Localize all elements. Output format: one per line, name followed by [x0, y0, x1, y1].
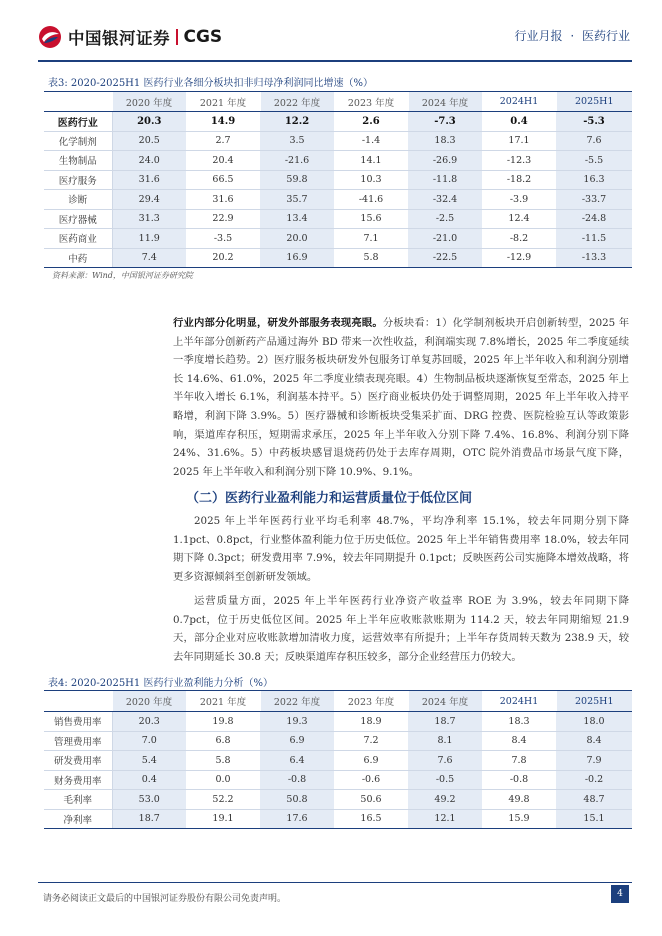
table-cell: 59.8 [260, 170, 334, 190]
table-cell: 15.6 [334, 209, 408, 229]
table-cell: 50.8 [260, 790, 334, 810]
table-cell: 16.5 [334, 809, 408, 829]
table-cell: 48.7 [556, 790, 632, 810]
table-cell: 16.3 [556, 170, 632, 190]
table-cell: 15.9 [482, 809, 556, 829]
column-header: 2020 年度 [112, 92, 186, 112]
table-cell: 18.3 [408, 131, 482, 151]
row-label: 管理费用率 [44, 731, 112, 751]
table-cell: 5.8 [334, 248, 408, 268]
table-row [44, 248, 632, 268]
table-cell: 11.9 [112, 229, 186, 249]
column-header: 2022 年度 [260, 92, 334, 112]
table-cell: 14.1 [334, 151, 408, 171]
table-cell: 15.1 [556, 809, 632, 829]
row-label: 诊断 [44, 190, 112, 210]
table-cell: -3.5 [186, 229, 260, 249]
row-label: 化学制剂 [44, 131, 112, 151]
table-cell: 22.9 [186, 209, 260, 229]
table4-profitability [44, 690, 632, 829]
table-cell: -0.6 [334, 770, 408, 790]
column-header: 2022 年度 [260, 691, 334, 712]
page-header [0, 0, 662, 60]
table-cell: 35.7 [260, 190, 334, 210]
row-label: 研发费用率 [44, 751, 112, 771]
table-cell: -18.2 [482, 170, 556, 190]
table-row [44, 712, 632, 732]
table-cell: -12.9 [482, 248, 556, 268]
table-cell: 17.6 [260, 809, 334, 829]
table4-header-row [44, 691, 632, 712]
paragraph-lead: 行业内部分化明显，研发外部服务表现亮眼。 [173, 317, 383, 329]
column-header: 2021 年度 [186, 92, 260, 112]
table-cell: 20.5 [112, 131, 186, 151]
column-header [44, 691, 112, 712]
column-header: 2024H1 [482, 92, 556, 112]
table-cell: -0.2 [556, 770, 632, 790]
table-cell: 2.7 [186, 131, 260, 151]
row-label: 财务费用率 [44, 770, 112, 790]
table-cell: -0.8 [482, 770, 556, 790]
table-cell: 6.8 [186, 731, 260, 751]
table-cell: 20.3 [112, 112, 186, 132]
table-cell: -0.5 [408, 770, 482, 790]
table-cell: 0.4 [112, 770, 186, 790]
table-cell: 49.8 [482, 790, 556, 810]
table-cell: -13.3 [556, 248, 632, 268]
paragraph-segment-analysis [173, 314, 629, 481]
table-cell: 8.4 [556, 731, 632, 751]
table-cell: 20.2 [186, 248, 260, 268]
table-row [44, 209, 632, 229]
table-cell: 8.4 [482, 731, 556, 751]
table3-profit-growth [44, 91, 632, 268]
table-cell: -3.9 [482, 190, 556, 210]
table-cell: 2.6 [334, 112, 408, 132]
company-logo [38, 23, 222, 51]
column-header: 2023 年度 [334, 92, 408, 112]
table-cell: 31.6 [112, 170, 186, 190]
table-cell: -33.7 [556, 190, 632, 210]
table-cell: 19.1 [186, 809, 260, 829]
table-cell: 12.2 [260, 112, 334, 132]
table-cell: 17.1 [482, 131, 556, 151]
row-label: 医疗服务 [44, 170, 112, 190]
table-cell: 0.0 [186, 770, 260, 790]
table-cell: 53.0 [112, 790, 186, 810]
row-label: 中药 [44, 248, 112, 268]
table-cell: -11.8 [408, 170, 482, 190]
table-cell: 7.6 [408, 751, 482, 771]
logo-chinese-name: 中国银河证券 [68, 29, 170, 48]
table-cell: 6.4 [260, 751, 334, 771]
table-row [44, 229, 632, 249]
column-header: 2023 年度 [334, 691, 408, 712]
page-number: 4 [611, 885, 629, 903]
table-cell: 18.0 [556, 712, 632, 732]
table-cell: -5.5 [556, 151, 632, 171]
table-cell: 29.4 [112, 190, 186, 210]
table-cell: -26.9 [408, 151, 482, 171]
table-cell: 52.2 [186, 790, 260, 810]
table-cell: -21.6 [260, 151, 334, 171]
table-cell: 10.3 [334, 170, 408, 190]
table-cell: -22.5 [408, 248, 482, 268]
table-cell: 18.9 [334, 712, 408, 732]
table-cell: -21.0 [408, 229, 482, 249]
table-row [44, 809, 632, 829]
column-header: 2021 年度 [186, 691, 260, 712]
table-cell: 12.4 [482, 209, 556, 229]
table-cell: 7.9 [556, 751, 632, 771]
table-cell: -1.4 [334, 131, 408, 151]
table-cell: 8.1 [408, 731, 482, 751]
paragraph-operating-quality: 运营质量方面，2025 年上半年医药行业净资产收益率 ROE 为 3.9%，较去年同期下降 0.7pct，位于历史低位区间。2025 年上半年应收账款账期为 114.2 天，较去年同期缩短 21.9 天，部分企业对应收账款增加清收力度，运营效率有所提升；上半年存货周转天数为 238.9 天，较去年同期延长 30.8 天；反映渠道库存积压较多，部分企业经营压力仍较大。 [173, 595, 629, 663]
table-row [44, 770, 632, 790]
industry-name: 医药行业 [581, 29, 630, 43]
table-row [44, 151, 632, 171]
table-cell: -41.6 [334, 190, 408, 210]
table-cell: 31.3 [112, 209, 186, 229]
column-header: 2025H1 [556, 92, 632, 112]
table-cell: 18.7 [112, 809, 186, 829]
table-row [44, 170, 632, 190]
table-cell: 14.9 [186, 112, 260, 132]
table-cell: 18.3 [482, 712, 556, 732]
column-header: 2024 年度 [408, 691, 482, 712]
table-row [44, 190, 632, 210]
table-cell: 50.6 [334, 790, 408, 810]
column-header: 2020 年度 [112, 691, 186, 712]
row-label: 生物制品 [44, 151, 112, 171]
table3-source: 资料来源：Wind，中国银河证券研究院 [52, 271, 193, 280]
table-cell: 7.6 [556, 131, 632, 151]
section-title: （二）医药行业盈利能力和运营质量位于低位区间 [186, 491, 473, 506]
table-cell: 12.1 [408, 809, 482, 829]
table-cell: -12.3 [482, 151, 556, 171]
row-label: 毛利率 [44, 790, 112, 810]
table-cell: 0.4 [482, 112, 556, 132]
table-cell: 19.3 [260, 712, 334, 732]
table-cell: 20.3 [112, 712, 186, 732]
table-cell: 20.4 [186, 151, 260, 171]
table-cell: 66.5 [186, 170, 260, 190]
table-cell: 24.0 [112, 151, 186, 171]
table-cell: 20.0 [260, 229, 334, 249]
logo-english-name: CGS [183, 27, 223, 47]
table-cell: -5.3 [556, 112, 632, 132]
table-cell: 7.2 [334, 731, 408, 751]
footer-disclaimer: 请务必阅读正文最后的中国银河证券股份有限公司免责声明。 [43, 894, 287, 904]
table-cell: 7.0 [112, 731, 186, 751]
table-cell: 3.5 [260, 131, 334, 151]
table-cell: 7.1 [334, 229, 408, 249]
table-cell: 7.8 [482, 751, 556, 771]
row-label: 净利率 [44, 809, 112, 829]
report-type: 行业月报 [514, 29, 563, 43]
table-row [44, 790, 632, 810]
column-header: 2025H1 [556, 691, 632, 712]
table-row [44, 131, 632, 151]
table-cell: 7.4 [112, 248, 186, 268]
row-label: 医疗器械 [44, 209, 112, 229]
table3-caption: 表3: 2020-2025H1 医药行业各细分板块扣非归母净利润同比增速（%） [48, 78, 373, 89]
table3-header-row [44, 92, 632, 112]
table-cell: -11.5 [556, 229, 632, 249]
table-cell: -24.8 [556, 209, 632, 229]
column-header [44, 92, 112, 112]
row-label: 销售费用率 [44, 712, 112, 732]
report-category [514, 27, 630, 44]
table-cell: -7.3 [408, 112, 482, 132]
table-cell: 13.4 [260, 209, 334, 229]
table-row [44, 751, 632, 771]
table-cell: -0.8 [260, 770, 334, 790]
column-header: 2024H1 [482, 691, 556, 712]
column-header: 2024 年度 [408, 92, 482, 112]
table-cell: 31.6 [186, 190, 260, 210]
table-cell: -8.2 [482, 229, 556, 249]
cgs-logo-icon [38, 25, 62, 49]
table-cell: 18.7 [408, 712, 482, 732]
table4-caption: 表4: 2020-2025H1 医药行业盈利能力分析（%） [48, 678, 273, 689]
table-cell: 6.9 [260, 731, 334, 751]
footer-rule [38, 882, 632, 883]
table-row [44, 731, 632, 751]
header-rule [38, 60, 632, 62]
paragraph-body: 分板块看：1）化学制剂板块开启创新转型，2025 年上半年部分创新药产品通过海外 BD 带来一次性收益，利润端实现 7.8%增长，2025 年二季度延续一季度增长趋势。2）医疗服务板块研发外包服务订单复苏回暖，2025 年上半年收入和利润分别增长 14.6%、61.0%，2025 年二季度业绩表现亮眼。4）生物制品板块逐渐恢复至常态，2025 年上半年收入增长 6.1%，利润基本持平。5）医疗商业板块仍处于调整周期，2025 年上半年收入持平略增，利润下降 3.9%。5）医疗器械和诊断板块受集采扩面、DRG 控费、医院检验互认等政策影响，渠道库存积压，短期需求承压，2025 年上半年收入分别下降 7.4%、16.8%、利润分别下降 24%、31.6%。5）中药板块感冒退烧药仍处于去库存周期，OTC 院外消费品市场景气度下降，2025 年上半年收入和利润分别下降 10.9%、9.1%。 [173, 317, 630, 478]
table-cell: 19.8 [186, 712, 260, 732]
row-label: 医药行业 [44, 112, 112, 132]
paragraph-profitability: 2025 年上半年医药行业平均毛利率 48.7%，平均净利率 15.1%，较去年同期分别下降 1.1pct、0.8pct，行业整体盈利能力位于历史低位。2025 年上半年销售费用率 18.0%，较去年同期下降 0.3pct；研发费用率 7.9%，较去年同期提升 0.1pct；反映医药公司实施降本增效战略，将更多资源倾斜至创新研发领域。 [173, 515, 629, 583]
table-cell: 6.9 [334, 751, 408, 771]
row-label: 医药商业 [44, 229, 112, 249]
table-cell: 49.2 [408, 790, 482, 810]
table-cell: -2.5 [408, 209, 482, 229]
table-cell: 5.4 [112, 751, 186, 771]
table-cell: -32.4 [408, 190, 482, 210]
table-cell: 5.8 [186, 751, 260, 771]
logo-divider [176, 29, 178, 45]
table-cell: 16.9 [260, 248, 334, 268]
table-row [44, 112, 632, 132]
header-separator: · [570, 29, 575, 43]
